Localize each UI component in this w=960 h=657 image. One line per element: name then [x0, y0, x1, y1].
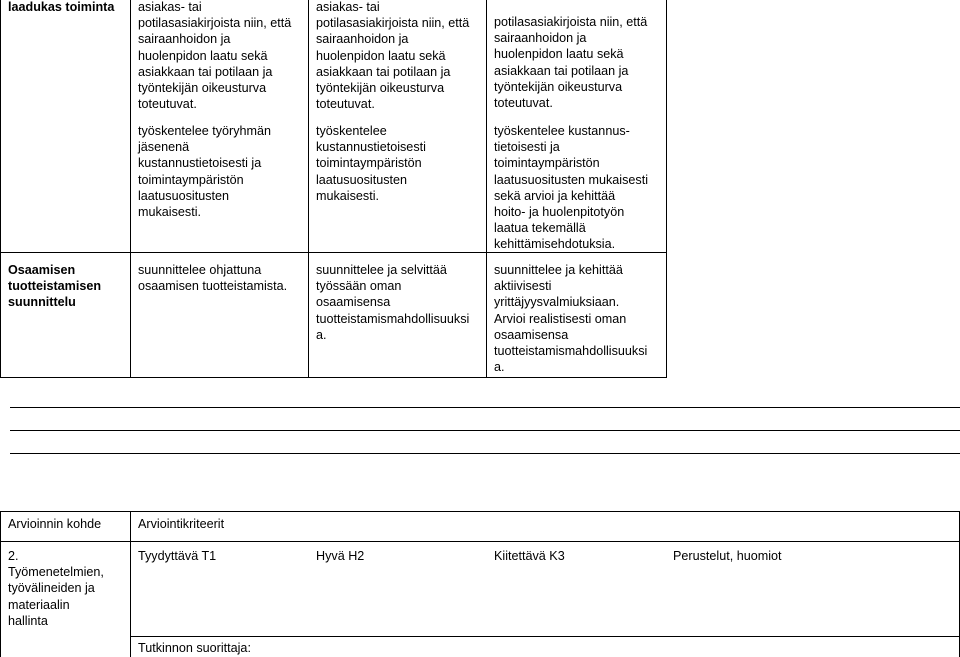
- criteria-h2-row3: suunnittelee ja selvittää työssään oman osaamisensa tuotteistamismahdollisuuksi a.: [316, 263, 470, 342]
- grade-t1: Tyydyttävä T1: [138, 549, 217, 563]
- separator-line-1: [10, 407, 960, 408]
- separator-line-3: [10, 453, 960, 454]
- criteria-t1-row3: suunnittelee ohjattuna osaamisen tuotteistamista.: [138, 263, 288, 294]
- criteria-t1-row1: asiakas- tai potilasasiakirjoista niin, että sairaanhoidon ja huolenpidon laatu sekä asiakkaan tai potilaan ja työntekijän oikeusturva toteutuvat.: [138, 0, 292, 112]
- top-table-col-divider-3: [486, 0, 487, 378]
- bottom-table-left-border: [0, 511, 1, 657]
- bottom-table-top-border: [0, 511, 960, 512]
- row-label-laadukas-toiminta: laadukas toiminta: [8, 0, 115, 14]
- criteria-k3-row3: suunnittelee ja kehittää aktiivisesti yrittäjyysvalmiuksiaan. Arvioi realistisesti oman osaamisensa tuotteistamismahdollisuuksi a.: [494, 263, 648, 375]
- grade-k3: Kiitettävä K3: [494, 549, 565, 563]
- header-arviointikriteerit: Arviointikriteerit: [138, 517, 225, 531]
- criteria-t1-row2: työskentelee työryhmän jäsenenä kustannustietoisesti ja toimintaympäristön laatusuositusten mukaisesti.: [138, 124, 272, 220]
- grade-h2: Hyvä H2: [316, 549, 365, 563]
- criteria-k3-row1: potilasasiakirjoista niin, että sairaanhoidon ja huolenpidon laatu sekä asiakkaan tai potilaan ja työntekijän oikeusturva toteutuvat.: [494, 15, 648, 111]
- bottom-table-header-divider: [0, 541, 960, 542]
- top-table-bottom-border: [0, 377, 667, 378]
- header-arvioinnin-kohde: Arvioinnin kohde: [8, 517, 102, 531]
- grade-perustelut: Perustelut, huomiot: [673, 549, 782, 563]
- top-table-col-divider-2: [308, 0, 309, 378]
- separator-line-2: [10, 430, 960, 431]
- performer-label: Tutkinnon suorittaja:: [138, 641, 251, 655]
- top-table-left-border: [0, 0, 1, 378]
- criteria-h2-row2: työskentelee kustannustietoisesti toimintaympäristön laatusuositusten mukaisesti.: [316, 124, 426, 203]
- top-table-right-border: [666, 0, 667, 378]
- section-label-tyomenetelmien-hallinta: 2. Työmenetelmien, työvälineiden ja materiaalin hallinta: [8, 549, 104, 628]
- bottom-table-performer-divider: [130, 636, 960, 637]
- criteria-h2-row1: asiakas- tai potilasasiakirjoista niin, että sairaanhoidon ja huolenpidon laatu sekä asiakkaan tai potilaan ja työntekijän oikeusturva toteutuvat.: [316, 0, 470, 112]
- bottom-table-col-divider: [130, 511, 131, 657]
- top-table-col-divider-1: [130, 0, 131, 378]
- row-label-osaamisen-tuotteistamisen-suunnittelu: Osaamisen tuotteistamisen suunnittelu: [8, 263, 102, 310]
- criteria-k3-row2: työskentelee kustannus- tietoisesti ja toimintaympäristön laatusuositusten mukaisesti sekä arvioi ja kehittää hoito- ja huolenpitotyön laatua tekemällä kehittämisehdotuksia.: [494, 124, 649, 252]
